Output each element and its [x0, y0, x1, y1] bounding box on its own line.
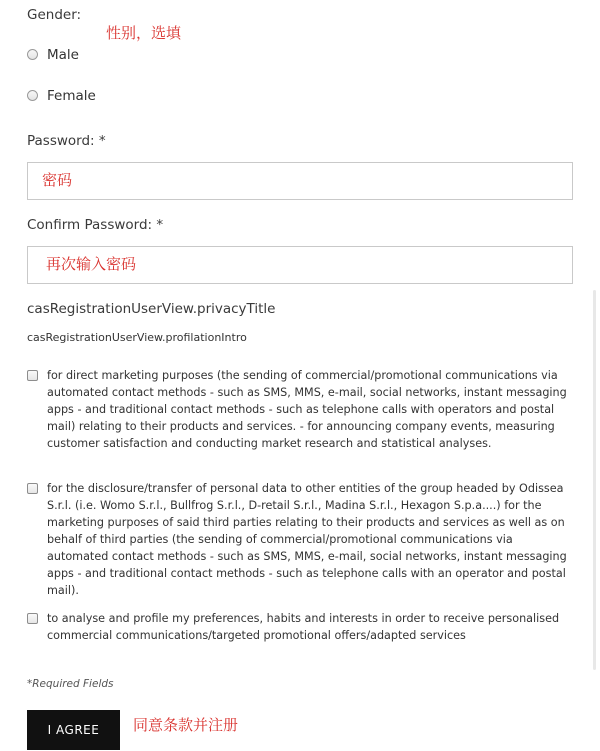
- privacy-title: casRegistrationUserView.privacyTitle: [27, 301, 276, 317]
- required-fields-note: *Required Fields: [27, 678, 114, 690]
- password-annotation: 密码: [42, 171, 73, 189]
- gender-male-label[interactable]: Male: [47, 47, 79, 63]
- confirm-password-input[interactable]: [27, 246, 573, 284]
- scrollbar[interactable]: [593, 290, 596, 670]
- agree-annotation: 同意条款并注册: [133, 716, 239, 734]
- consent-checkbox-profiling[interactable]: [27, 613, 38, 624]
- consent-text-transfer: for the disclosure/transfer of personal data to other entities of the group headed by Odissea S.r.l. (i.e. Womo S.r.l., Bullfrog S.r.l., D-retail S.r.l., Madina S.r.l., Hexagon S.p.a....) for the marketing purposes of said third parties relating to their products and services as well as on behalf of third parties (the sending of commercial/promotional communications via automated contact methods - such as SMS, MMS, e-mail, social networks, instant messaging apps - and traditional contact methods - such as telephone calls with an operator and postal mail).: [47, 482, 567, 597]
- confirm-password-label: Confirm Password: *: [27, 217, 164, 233]
- consent-checkbox-marketing[interactable]: [27, 370, 38, 381]
- gender-label: Gender:: [27, 7, 82, 23]
- gender-female-radio[interactable]: [27, 90, 38, 101]
- consent-checkbox-transfer[interactable]: [27, 483, 38, 494]
- confirm-password-annotation: 再次输入密码: [46, 255, 137, 273]
- agree-button[interactable]: I AGREE: [27, 710, 120, 750]
- gender-female-label[interactable]: Female: [47, 88, 96, 104]
- password-label: Password: *: [27, 133, 106, 149]
- password-input[interactable]: [27, 162, 573, 200]
- gender-male-radio[interactable]: [27, 49, 38, 60]
- consent-text-profiling: to analyse and profile my preferences, habits and interests in order to receive personalised commercial communications/targeted promotional offers/adapted services: [47, 612, 560, 642]
- consent-text-marketing: for direct marketing purposes (the sending of commercial/promotional communications via automated contact methods - such as SMS, MMS, e-mail, social networks, instant messaging apps - and traditional contact methods - such as telephone calls with operators and postal mail) relating to their products and services. - for announcing company events, measuring customer satisfaction and conducting market research and statistical analyses.: [47, 369, 567, 450]
- gender-annotation: 性别，选填: [106, 24, 182, 42]
- profilation-intro: casRegistrationUserView.profilationIntro: [27, 331, 247, 344]
